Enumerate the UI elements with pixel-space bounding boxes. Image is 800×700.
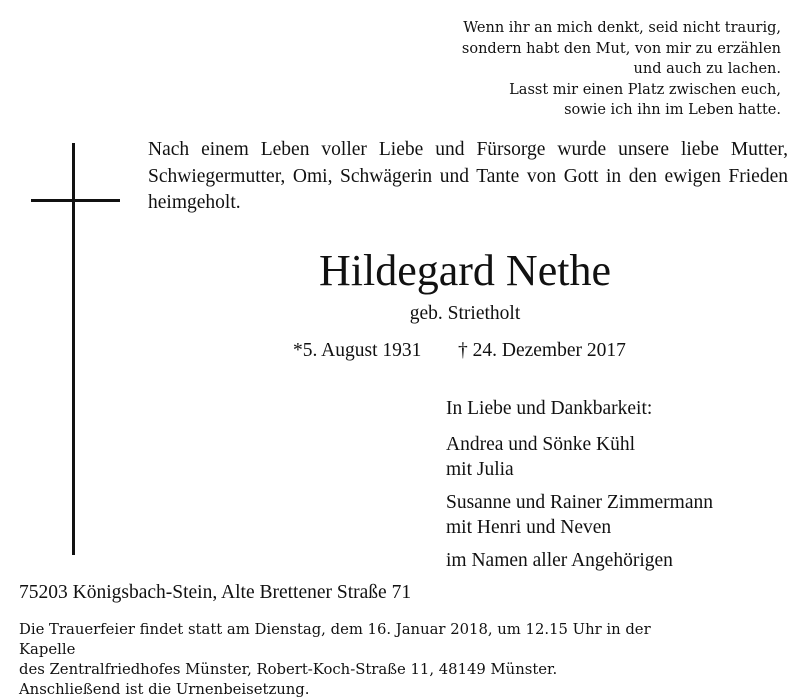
poem [361,18,781,121]
poem-line: sowie ich ihn im Leben hatte. [564,102,781,118]
intro-text: Nach einem Leben voller Liebe und Fürsorge wurde unsere liebe Mutter, Schwiegermutter, Omi, Schwägerin und Tante von Gott in den ewigen Frieden heimgeholt. [148,139,788,213]
poem-line: Lasst mir einen Platz zwischen euch, [509,81,781,98]
poem-line: Wenn ihr an mich denkt, seid nicht traurig, [463,20,781,36]
service-line: Die Trauerfeier findet statt am Dienstag, dem 16. Januar 2018, um 12.15 Uhr in der Kapelle [19,621,651,658]
birth-date: *5. August 1931 [293,340,422,361]
poem-line: sondern habt den Mut, von mir zu erzählen [461,40,781,57]
poem-line: und auch zu lachen. [633,61,781,77]
mourner-line: im Namen aller Angehörigen [446,550,673,571]
death-date: † 24. Dezember 2017 [458,340,626,361]
mourner-line: mit Julia [446,459,514,480]
cross-icon-bar [31,199,120,202]
closing-heading: In Liebe und Dankbarkeit: [446,398,653,419]
mourner-line: Susanne und Rainer Zimmermann [446,492,713,513]
address: 75203 Königsbach-Stein, Alte Brettener Straße 71 [19,582,412,603]
mourner-line: Andrea und Sönke Kühl [446,434,636,455]
cross-icon [72,143,75,555]
mourners-block [446,396,786,573]
service-info [19,620,699,700]
born-name: geb. Strietholt [409,303,521,324]
service-line: Anschließend ist die Urnenbeisetzung. [19,681,310,698]
service-line: des Zentralfriedhofes Münster, Robert-Koch-Straße 11, 48149 Münster. [19,661,558,678]
mourner-line: mit Henri und Neven [446,517,612,538]
deceased-name: Hildegard Nethe [319,246,611,295]
